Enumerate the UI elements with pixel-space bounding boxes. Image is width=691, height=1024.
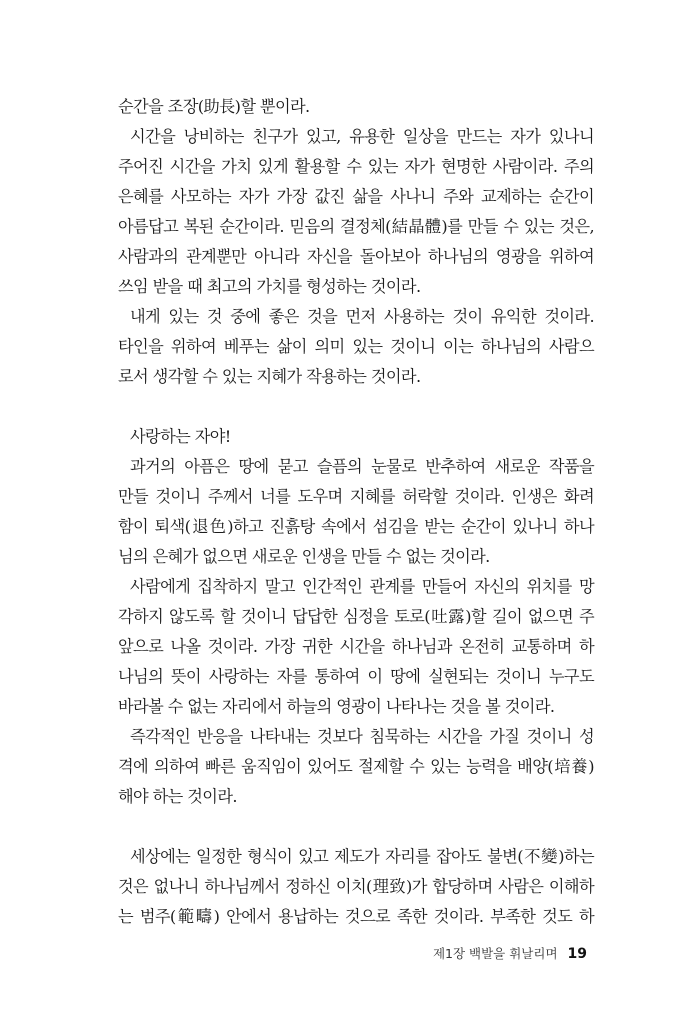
text-line: 님의 은혜가 없으면 새로운 인생을 만들 수 없는 것이라. bbox=[118, 547, 490, 566]
text-line: 는 범주(範疇) 안에서 용납하는 것으로 족한 것이라. 부족한 것도 하 bbox=[118, 907, 594, 926]
page-body bbox=[118, 92, 594, 932]
text-line: 과거의 아픔은 땅에 묻고 슬픔의 눈물로 반추하여 새로운 작품을 bbox=[130, 457, 594, 476]
text-line: 주어진 시간을 가치 있게 활용할 수 있는 자가 현명한 사람이라. 주의 bbox=[118, 157, 594, 176]
text-line: 만들 것이니 주께서 너를 도우며 지혜를 허락할 것이라. 인생은 화려 bbox=[118, 487, 594, 506]
chapter-title: 제1장 백발을 휘날리며 bbox=[432, 946, 558, 961]
text-line: 사람과의 관계뿐만 아니라 자신을 돌아보아 하나님의 영광을 위하여 bbox=[118, 247, 594, 266]
text-line: 타인을 위하여 베푸는 삶이 의미 있는 것이니 이는 하나님의 사람으 bbox=[118, 337, 594, 356]
text-line: 즉각적인 반응을 나타내는 것보다 침묵하는 시간을 가질 것이니 성 bbox=[130, 727, 594, 746]
text-line: 세상에는 일정한 형식이 있고 제도가 자리를 잡아도 불변(不變)하는 bbox=[130, 847, 594, 866]
paragraph-gap bbox=[118, 392, 594, 422]
text-line: 순간을 조장(助長)할 뿐이라. bbox=[118, 97, 310, 116]
text-line: 나님의 뜻이 사랑하는 자를 통하여 이 땅에 실현되는 것이니 누구도 bbox=[118, 667, 594, 686]
text-line: 사람에게 집착하지 말고 인간적인 관계를 만들어 자신의 위치를 망 bbox=[130, 577, 594, 596]
text-line: 시간을 낭비하는 친구가 있고, 유용한 일상을 만드는 자가 있나니 bbox=[130, 127, 594, 146]
text-line: 내게 있는 것 중에 좋은 것을 먼저 사용하는 것이 유익한 것이라. bbox=[130, 307, 594, 326]
text-line: 각하지 않도록 할 것이니 답답한 심정을 토로(吐露)할 길이 없으면 주 bbox=[118, 607, 594, 626]
text-line: 앞으로 나올 것이라. 가장 귀한 시간을 하나님과 온전히 교통하며 하 bbox=[118, 637, 594, 656]
text-line: 아름답고 복된 순간이라. 믿음의 결정체(結晶體)를 만들 수 있는 것은, bbox=[118, 217, 594, 236]
text-line: 바라볼 수 없는 자리에서 하늘의 영광이 나타나는 것을 볼 것이라. bbox=[118, 697, 555, 716]
text-line: 함이 퇴색(退色)하고 진흙탕 속에서 섬김을 받는 순간이 있나니 하나 bbox=[118, 517, 594, 536]
text-line: 격에 의하여 빠른 움직임이 있어도 절제할 수 있는 능력을 배양(培養) bbox=[118, 757, 594, 776]
page-number: 19 bbox=[567, 946, 587, 962]
page-footer bbox=[433, 944, 587, 962]
text-line: 은혜를 사모하는 자가 가장 값진 삶을 사나니 주와 교제하는 순간이 bbox=[118, 187, 594, 206]
text-line: 것은 없나니 하나님께서 정하신 이치(理致)가 합당하며 사람은 이해하 bbox=[118, 877, 594, 896]
text-line: 사랑하는 자야! bbox=[130, 427, 231, 446]
text-line: 쓰임 받을 때 최고의 가치를 형성하는 것이라. bbox=[118, 277, 421, 296]
text-line: 해야 하는 것이라. bbox=[118, 787, 237, 806]
text-line: 로서 생각할 수 있는 지혜가 작용하는 것이라. bbox=[118, 367, 421, 386]
paragraph-gap bbox=[118, 812, 594, 842]
